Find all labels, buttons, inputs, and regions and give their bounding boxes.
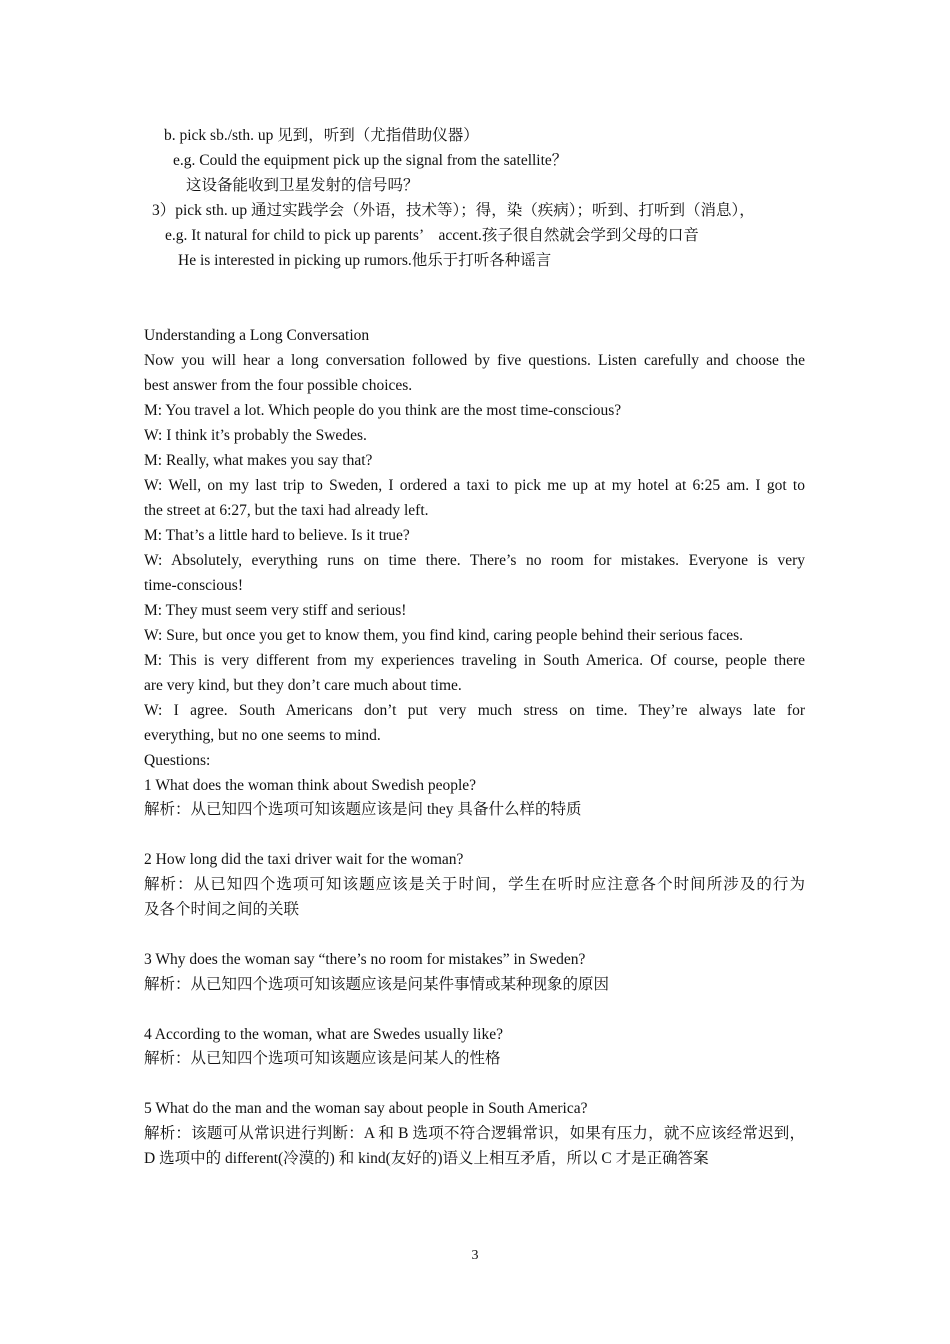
conversation-line: W: I think it’s probably the Swedes. bbox=[144, 427, 367, 444]
conversation-line: M: Really, what makes you say that? bbox=[144, 452, 373, 469]
conversation-line: W: I agree. South Americans don’t put very much stress on time. They’re always late for bbox=[144, 702, 805, 719]
question-2: 2 How long did the taxi driver wait for the woman? bbox=[144, 851, 464, 868]
analysis-4: 解析：从已知四个选项可知该题应该是问某人的性格 bbox=[144, 1050, 501, 1067]
vocab-item3-example-1: e.g. It natural for child to pick up parents’ accent.孩子很自然就会学到父母的口音 bbox=[165, 227, 699, 244]
conversation-line: M: This is very different from my experiences traveling in South America. Of course, people there bbox=[144, 652, 805, 669]
vocab-b-example-en: e.g. Could the equipment pick up the signal from the satellite？ bbox=[173, 152, 568, 169]
analysis-5: 解析：该题可从常识进行判断：A 和 B 选项不符合逻辑常识，如果有压力，就不应该经常迟到， bbox=[144, 1125, 805, 1142]
analysis-3: 解析：从已知四个选项可知该题应该是问某件事情或某种现象的原因 bbox=[144, 976, 610, 993]
analysis-5: D 选项中的 different(冷漠的) 和 kind(友好的)语义上相互矛盾，所以 C 才是正确答案 bbox=[144, 1150, 709, 1167]
question-5: 5 What do the man and the woman say about people in South America? bbox=[144, 1100, 588, 1117]
conversation-line: W: Well, on my last trip to Sweden, I ordered a taxi to pick me up at my hotel at 6:25 am. I got to bbox=[144, 477, 805, 494]
questions-label: Questions: bbox=[144, 752, 211, 769]
conversation-line: the street at 6:27, but the taxi had already left. bbox=[144, 502, 429, 519]
conversation-line: are very kind, but they don’t care much about time. bbox=[144, 677, 462, 694]
conversation-line: M: You travel a lot. Which people do you think are the most time-conscious? bbox=[144, 402, 622, 419]
instructions-line: Now you will hear a long conversation followed by five questions. Listen carefully and choose the bbox=[144, 352, 805, 369]
section-title: Understanding a Long Conversation bbox=[144, 327, 370, 344]
question-4: 4 According to the woman, what are Swedes usually like? bbox=[144, 1026, 503, 1043]
vocab-item3-example-2: He is interested in picking up rumors.他乐于打听各种谣言 bbox=[178, 252, 552, 269]
question-3: 3 Why does the woman say “there’s no room for mistakes” in Sweden? bbox=[144, 951, 586, 968]
instructions-line: best answer from the four possible choices. bbox=[144, 377, 413, 394]
conversation-line: time-conscious! bbox=[144, 577, 244, 594]
conversation-line: W: Absolutely, everything runs on time there. There’s no room for mistakes. Everyone is very bbox=[144, 552, 805, 569]
conversation-line: M: That’s a little hard to believe. Is it true? bbox=[144, 527, 410, 544]
analysis-1: 解析：从已知四个选项可知该题应该是问 they 具备什么样的特质 bbox=[144, 801, 582, 818]
analysis-2: 及各个时间之间的关联 bbox=[144, 901, 300, 918]
vocab-b-heading: b. pick sb./sth. up 见到，听到（尤指借助仪器） bbox=[164, 127, 479, 144]
conversation-line: everything, but no one seems to mind. bbox=[144, 727, 381, 744]
vocab-b-example-zh: 这设备能收到卫星发射的信号吗？ bbox=[186, 177, 419, 194]
page-number: 3 bbox=[471, 1248, 479, 1263]
conversation-line: W: Sure, but once you get to know them, you find kind, caring people behind their serious faces. bbox=[144, 627, 744, 644]
analysis-2: 解析：从已知四个选项可知该题应该是关于时间，学生在听时应注意各个时间所涉及的行为 bbox=[144, 876, 805, 893]
conversation-line: M: They must seem very stiff and serious! bbox=[144, 602, 407, 619]
vocab-item3-heading: 3）pick sth. up 通过实践学会（外语，技术等）；得，染（疾病）；听到、打听到（消息）， bbox=[152, 202, 755, 219]
question-1: 1 What does the woman think about Swedish people? bbox=[144, 777, 477, 794]
